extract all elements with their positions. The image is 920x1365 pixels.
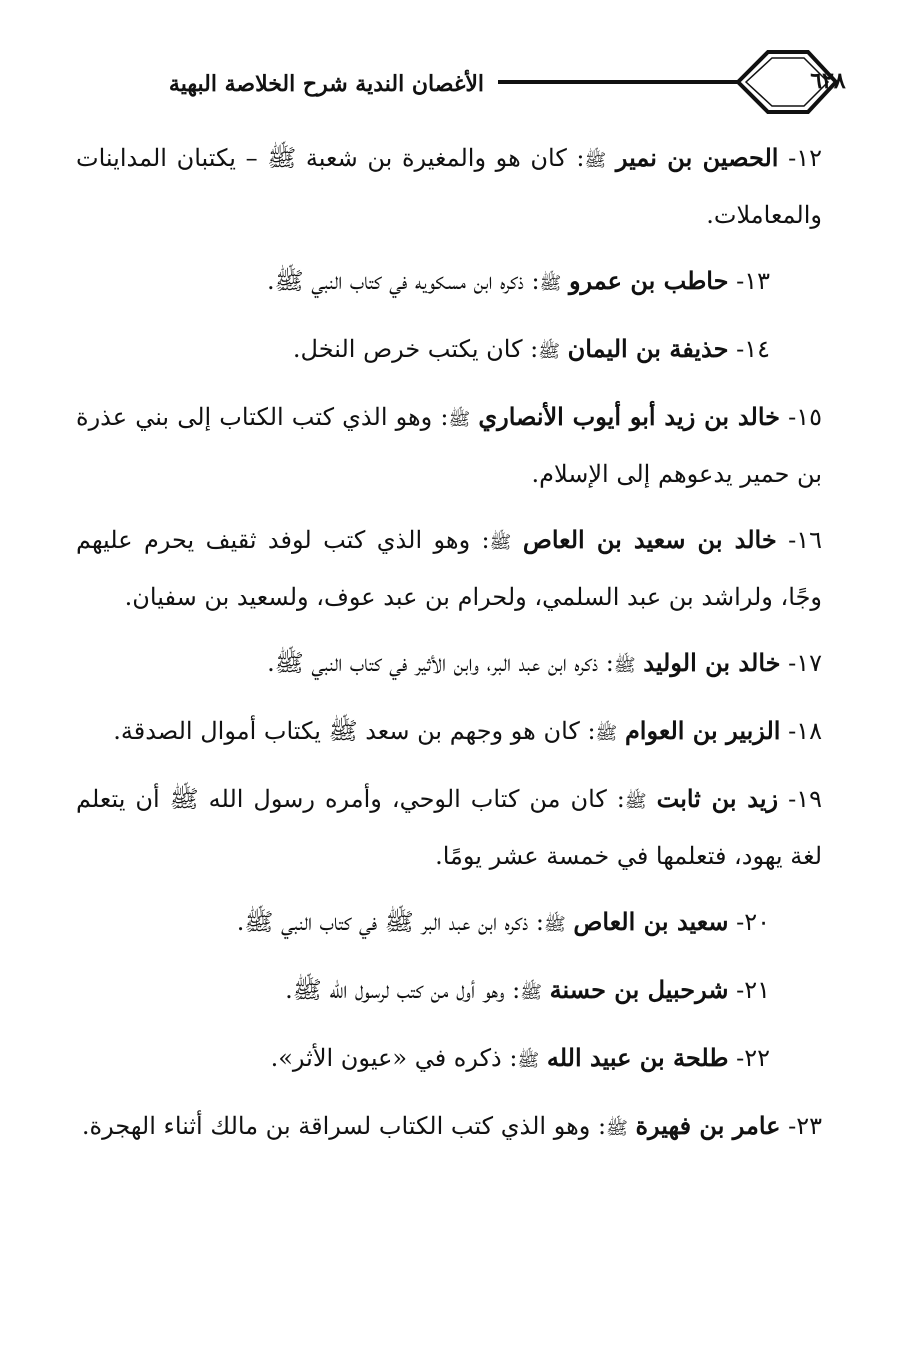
entry-name: الحصين بن نمير [615, 143, 779, 172]
entry-number: ١٨- [788, 717, 822, 745]
entry-number: ١٦- [788, 526, 822, 554]
honorific: ﷺ [489, 532, 512, 553]
honorific: ﷺ [448, 409, 471, 430]
entry-text: : وهو الذي كتب لوفد ثقيف يحرم عليهم وجًا، ولراشد بن عبد السلمي، ولحرام بن عبد عوف، ولسعيد بن سفيان. [76, 526, 822, 611]
entry-name: سعيد بن العاص [573, 907, 729, 936]
entry-name: عامر بن فهيرة [635, 1111, 781, 1140]
list-item [76, 130, 822, 243]
list-item [76, 1098, 822, 1156]
entry-name: خالد بن سعيد بن العاص [522, 525, 777, 554]
list-item [76, 389, 822, 502]
entry-number: ٢١- [736, 976, 770, 1004]
honorific: ﷺ [520, 982, 542, 1003]
page-body [76, 130, 822, 1166]
honorific: ﷺ [544, 914, 566, 935]
entry-text: : وهو الذي كتب الكتاب إلى بني عذرة بن حمير يدعوهم إلى الإسلام. [76, 403, 822, 488]
entry-text: : ذكره ابن مسكويه في كتاب النبي ﷺ. [267, 267, 540, 295]
honorific: ﷺ [624, 791, 647, 812]
entry-number: ١٢- [788, 144, 822, 172]
honorific: ﷺ [584, 150, 607, 171]
list-item [76, 894, 822, 952]
entry-text: : كان يكتب خرص النخل. [292, 335, 539, 363]
honorific: ﷺ [595, 723, 618, 744]
entry-name: الزبير بن العوام [624, 716, 781, 745]
list-item [76, 962, 822, 1020]
entry-name: زيد بن ثابت [656, 784, 779, 813]
honorific: ﷺ [517, 1050, 540, 1071]
entry-text: : كان من كتاب الوحي، وأمره رسول الله ﷺ أن يتعلم لغة يهود، فتعلمها في خمسة عشر يومًا. [76, 785, 822, 870]
entry-text: : كان هو والمغيرة بن شعبة ﷺ – يكتبان المداينات والمعاملات. [76, 144, 822, 229]
page-header [78, 44, 846, 120]
entry-number: ١٩- [788, 785, 822, 813]
entry-number: ١٤- [736, 335, 770, 363]
entry-text: : وهو الذي كتب الكتاب لسراقة بن مالك أثناء الهجرة. [81, 1112, 607, 1140]
page-number: ٦٢٨ [810, 68, 846, 94]
entry-number: ٢٣- [788, 1112, 822, 1140]
list-item [76, 635, 822, 693]
entry-text: : ذكره في «عيون الأثر». [270, 1044, 518, 1072]
entry-text: : ذكره ابن عبد البر، وابن الأثير في كتاب النبي ﷺ. [267, 649, 614, 677]
honorific: ﷺ [538, 341, 560, 362]
entry-number: ١٧- [788, 649, 822, 677]
list-item [76, 703, 822, 761]
entry-name: شرحبيل بن حسنة [549, 975, 729, 1004]
entry-name: حذيفة بن اليمان [567, 334, 729, 363]
entry-text: : وهو أول من كتب لرسول الله ﷺ. [285, 976, 521, 1004]
entry-text: : ذكره ابن عبد البر ﷺ في كتاب النبي ﷺ. [236, 908, 544, 936]
entry-text: : كان هو وجهم بن سعد ﷺ يكتاب أموال الصدقة. [113, 717, 596, 745]
entry-name: خالد بن زيد أبو أيوب الأنصاري [478, 402, 780, 431]
honorific: ﷺ [606, 1118, 628, 1139]
list-item [76, 512, 822, 625]
entry-number: ٢٢- [736, 1044, 770, 1072]
running-title: الأغصان الندية شرح الخلاصة البهية [168, 71, 484, 97]
entry-name: طلحة بن عبيد الله [546, 1043, 729, 1072]
entry-name: حاطب بن عمرو [568, 266, 729, 295]
entry-name: خالد بن الوليد [643, 648, 781, 677]
list-item [76, 253, 822, 311]
honorific: ﷺ [539, 273, 562, 294]
list-item [76, 321, 822, 379]
honorific: ﷺ [613, 655, 636, 676]
list-item [76, 771, 822, 884]
entry-number: ١٥- [788, 403, 822, 431]
entry-number: ٢٠- [736, 908, 770, 936]
list-item [76, 1030, 822, 1088]
entry-number: ١٣- [736, 267, 770, 295]
